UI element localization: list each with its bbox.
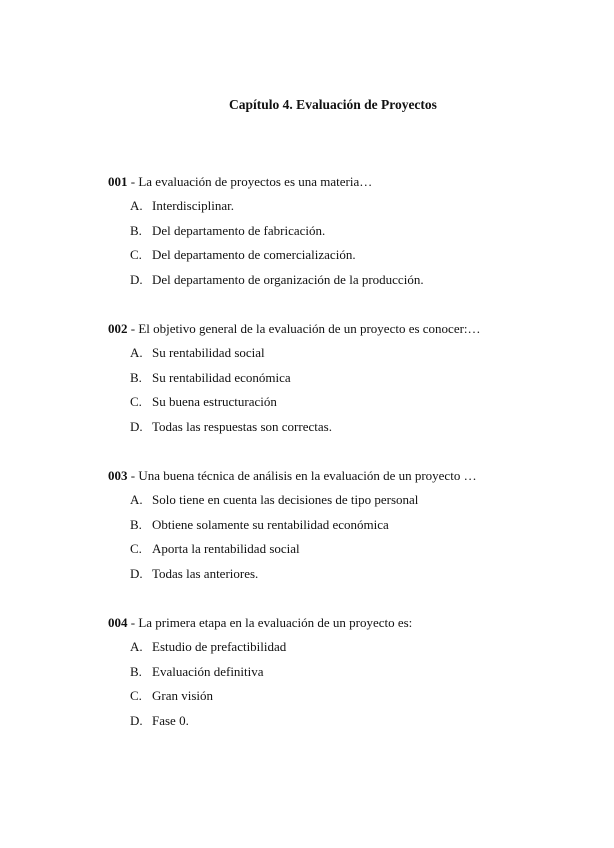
- option-text: Del departamento de comercialización.: [152, 247, 356, 262]
- option-letter: A.: [130, 345, 143, 360]
- option-text: Aporta la rentabilidad social: [152, 541, 300, 556]
- option-text: Estudio de prefactibilidad: [152, 639, 287, 654]
- option-text: Su rentabilidad económica: [152, 369, 291, 385]
- option-letter: C.: [130, 688, 142, 703]
- option-letter: D.: [130, 712, 143, 728]
- question-number: 003: [108, 468, 128, 483]
- answer-option-c: [108, 539, 588, 564]
- question-003: [108, 466, 588, 588]
- option-text: Del departamento de organización de la producción.: [152, 271, 424, 287]
- answer-option-c: [108, 392, 588, 417]
- question-004: [108, 613, 588, 735]
- option-letter: A.: [130, 198, 143, 213]
- question-stem: [108, 613, 588, 633]
- option-text: Solo tiene en cuenta las decisiones de tipo personal: [152, 492, 419, 507]
- question-number: 001: [108, 174, 128, 189]
- answer-options: [108, 343, 588, 441]
- answer-option-d: [108, 711, 588, 736]
- option-text: Interdisciplinar.: [152, 198, 234, 213]
- option-letter: C.: [130, 541, 142, 556]
- question-separator: -: [127, 468, 139, 483]
- answer-option-d: [108, 270, 588, 295]
- answer-option-b: [108, 221, 588, 246]
- question-stem: [108, 319, 588, 339]
- option-letter: B.: [130, 222, 142, 238]
- option-letter: D.: [130, 565, 143, 581]
- option-text: Obtiene solamente su rentabilidad económica: [152, 516, 389, 532]
- question-number: 004: [108, 615, 128, 630]
- option-text: Gran visión: [152, 688, 214, 703]
- question-text: Una buena técnica de análisis en la evaluación de un proyecto …: [138, 468, 477, 483]
- question-text: La primera etapa en la evaluación de un proyecto es:: [138, 615, 413, 630]
- answer-option-b: [108, 662, 588, 687]
- question-001: [108, 172, 588, 294]
- option-text: Fase 0.: [152, 712, 189, 728]
- answer-options: [108, 490, 588, 588]
- option-letter: D.: [130, 271, 143, 287]
- option-text: Del departamento de fabricación.: [152, 222, 326, 238]
- question-number: 002: [108, 321, 128, 336]
- option-text: Su buena estructuración: [152, 394, 277, 409]
- answer-option-d: [108, 417, 588, 442]
- option-letter: C.: [130, 247, 142, 262]
- answer-option-d: [108, 564, 588, 589]
- option-letter: A.: [130, 639, 143, 654]
- option-text: Su rentabilidad social: [152, 345, 265, 360]
- option-letter: C.: [130, 394, 142, 409]
- question-separator: -: [127, 615, 139, 630]
- option-letter: D.: [130, 418, 143, 434]
- option-text: Evaluación definitiva: [152, 663, 264, 679]
- option-text: Todas las respuestas son correctas.: [152, 418, 332, 434]
- question-stem: [108, 466, 588, 486]
- answer-option-b: [108, 368, 588, 393]
- answer-option-a: [108, 196, 588, 221]
- question-text: La evaluación de proyectos es una materia…: [138, 174, 373, 189]
- question-text: El objetivo general de la evaluación de un proyecto es conocer:…: [138, 321, 481, 336]
- option-letter: B.: [130, 516, 142, 532]
- option-letter: B.: [130, 369, 142, 385]
- option-letter: B.: [130, 663, 142, 679]
- page-title: Capítulo 4. Evaluación de Proyectos: [229, 97, 437, 112]
- question-separator: -: [127, 174, 139, 189]
- question-stem: [108, 172, 588, 192]
- answer-options: [108, 637, 588, 735]
- option-letter: A.: [130, 492, 143, 507]
- answer-option-a: [108, 490, 588, 515]
- answer-options: [108, 196, 588, 294]
- question-002: [108, 319, 588, 441]
- option-text: Todas las anteriores.: [152, 565, 259, 581]
- answer-option-c: [108, 245, 588, 270]
- answer-option-a: [108, 343, 588, 368]
- answer-option-c: [108, 686, 588, 711]
- answer-option-a: [108, 637, 588, 662]
- question-separator: -: [127, 321, 139, 336]
- answer-option-b: [108, 515, 588, 540]
